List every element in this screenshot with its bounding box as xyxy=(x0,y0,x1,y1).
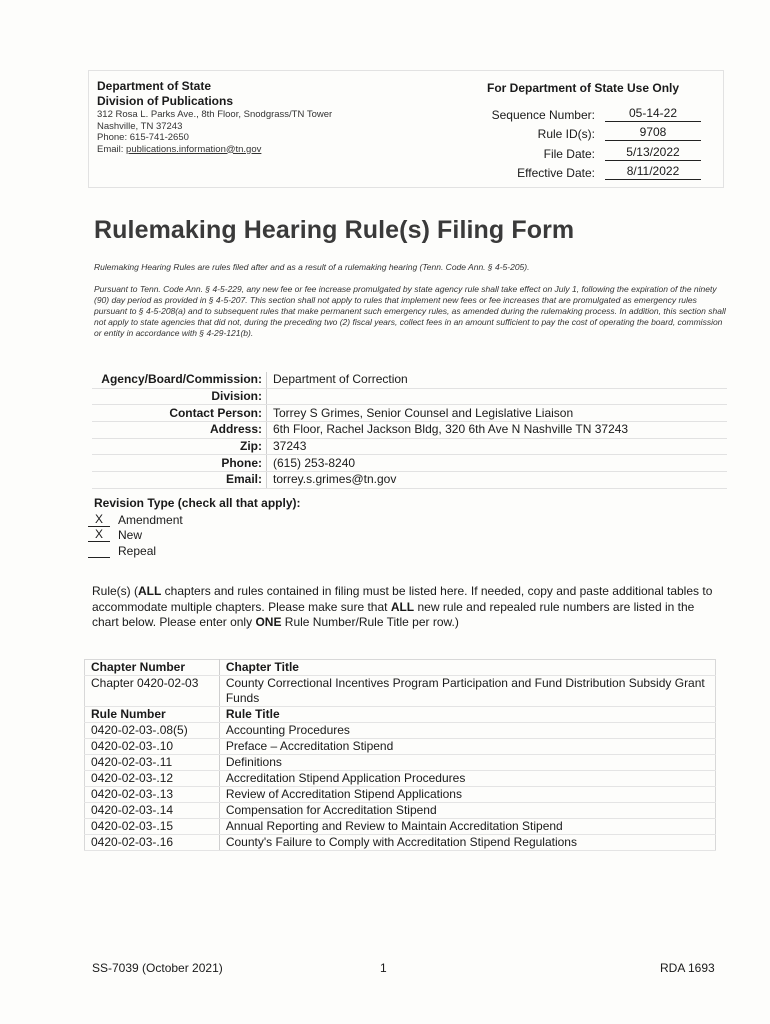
revision-repeal xyxy=(88,542,183,558)
address-value: 6th Floor, Rachel Jackson Bldg, 320 6th Ave N Nashville TN 37243 xyxy=(267,422,728,439)
department-email-line xyxy=(97,144,427,156)
revision-new-label: New xyxy=(118,528,143,542)
rules-note-text-1: Rule(s) ( xyxy=(92,584,139,598)
rule-number: 0420-02-03-.10 xyxy=(85,739,220,755)
chapter-row xyxy=(85,676,716,707)
division-name: Division of Publications xyxy=(97,94,234,108)
rule-title: Accreditation Stipend Application Procedures xyxy=(219,771,715,787)
agency-row xyxy=(92,372,727,388)
revision-amendment-mark: X xyxy=(88,512,110,527)
rules-note-text-2: chapters and rules contained in filing must be listed here. If needed, copy and paste additional tables to accommodate multiple chapters. Please make sure that xyxy=(92,584,713,614)
file-date-value: 5/13/2022 xyxy=(605,145,701,161)
revision-amendment xyxy=(88,511,183,527)
table-row xyxy=(85,787,716,803)
rules-note-bold-3: ONE xyxy=(255,615,282,629)
phone-value: (615) 253-8240 xyxy=(267,455,728,472)
zip-row xyxy=(92,438,727,455)
department-phone: Phone: 615-741-2650 xyxy=(97,132,189,143)
rule-title: Preface – Accreditation Stipend xyxy=(219,739,715,755)
rule-title: Definitions xyxy=(219,755,715,771)
email-label-cell: Email: xyxy=(92,472,267,489)
rules-table xyxy=(84,659,716,851)
state-use-only-block xyxy=(487,80,717,180)
division-value xyxy=(267,388,728,405)
sequence-number-row xyxy=(487,102,717,122)
rule-number: 0420-02-03-.14 xyxy=(85,803,220,819)
email-label: Email: xyxy=(97,143,127,155)
form-title: Rulemaking Hearing Rule(s) Filing Form xyxy=(94,216,575,244)
address-line-2: Nashville, TN 37243 xyxy=(97,120,183,132)
revision-new xyxy=(88,527,183,543)
rule-id-value: 9708 xyxy=(605,125,701,141)
table-row xyxy=(85,739,716,755)
effective-date-label: Effective Date: xyxy=(517,166,595,180)
rules-note-bold-1: ALL xyxy=(138,584,162,598)
table-row xyxy=(85,835,716,851)
table-row xyxy=(85,723,716,739)
revision-type-list xyxy=(88,511,183,558)
table-row xyxy=(85,819,716,835)
file-date-label: File Date: xyxy=(543,146,595,161)
address-label: Address: xyxy=(92,422,267,439)
revision-repeal-mark xyxy=(88,557,110,558)
chapter-number: Chapter 0420-02-03 xyxy=(85,676,220,707)
rule-title: Accounting Procedures xyxy=(219,723,715,739)
rule-header-row xyxy=(85,707,716,723)
header-box xyxy=(88,70,724,188)
division-row xyxy=(92,388,727,405)
agency-info-table xyxy=(92,372,727,489)
rule-number: 0420-02-03-.16 xyxy=(85,835,220,851)
rule-id-label: Rule ID(s): xyxy=(537,127,595,141)
sequence-number-value: 05-14-22 xyxy=(605,106,701,122)
footer-page-number: 1 xyxy=(380,961,387,975)
rule-number-header: Rule Number xyxy=(85,707,220,723)
state-use-only-title: For Department of State Use Only xyxy=(487,81,680,95)
chapter-title-header: Chapter Title xyxy=(219,660,715,676)
agency-value: Department of Correction xyxy=(267,372,728,388)
chapter-title: County Correctional Incentives Program Participation and Fund Distribution Subsidy Grant Funds xyxy=(219,676,715,707)
rule-number: 0420-02-03-.12 xyxy=(85,771,220,787)
rule-title: Compensation for Accreditation Stipend xyxy=(219,803,715,819)
rule-number: 0420-02-03-.15 xyxy=(85,819,220,835)
rules-note-text-3: new rule and repealed rule numbers are listed in the chart below. Please enter only xyxy=(92,599,695,629)
zip-label: Zip: xyxy=(92,438,267,455)
chapter-number-header: Chapter Number xyxy=(85,660,220,676)
email-value: torrey.s.grimes@tn.gov xyxy=(267,472,728,489)
email-row xyxy=(92,472,727,489)
revision-repeal-label: Repeal xyxy=(118,543,157,558)
footer-form-number: SS-7039 (October 2021) xyxy=(92,961,223,975)
chapter-header-row xyxy=(85,660,716,676)
table-row xyxy=(85,755,716,771)
rule-number: 0420-02-03-.11 xyxy=(85,755,220,771)
rule-title: Annual Reporting and Review to Maintain Accreditation Stipend xyxy=(219,819,715,835)
phone-label: Phone: xyxy=(92,455,267,472)
effective-date-value: 8/11/2022 xyxy=(605,164,701,180)
department-email-link[interactable]: publications.information@tn.gov xyxy=(126,143,262,155)
contact-person-value: Torrey S Grimes, Senior Counsel and Legislative Liaison xyxy=(267,405,728,422)
rule-title: Review of Accreditation Stipend Applications xyxy=(219,787,715,803)
department-name: Department of State xyxy=(97,79,212,93)
rules-note-text-4: Rule Number/Rule Title per row.) xyxy=(281,615,459,629)
table-row xyxy=(85,803,716,819)
file-date-row xyxy=(487,141,717,161)
pursuant-paragraph: Pursuant to Tenn. Code Ann. § 4-5-229, any new fee or fee increase promulgated by state agency rule shall take effect on July 1, following the expiration of the ninety (90) day period as provided in § 4-5-207. This section shall not apply to rules that implement new fees or fee increases that are promulgated as emergency rules pursuant to § 4-5-208(a) and to subsequent rules that make permanent such emergency rules, as amended during the rulemaking process. In addition, this section shall not apply to state agencies that did not, during the preceding two (2) fiscal years, collect fees in an amount sufficient to pay the cost of operating the board, commission or entity in accordance with § 4-29-121(b). xyxy=(94,284,726,338)
rule-number: 0420-02-03-.13 xyxy=(85,787,220,803)
contact-person-label: Contact Person: xyxy=(92,405,267,422)
department-block xyxy=(97,79,427,155)
division-label: Division: xyxy=(92,388,267,405)
rule-title-header: Rule Title xyxy=(219,707,715,723)
address-row xyxy=(92,422,727,439)
phone-row xyxy=(92,455,727,472)
rule-id-row xyxy=(487,122,717,142)
footer-rda: RDA 1693 xyxy=(660,961,715,975)
table-row xyxy=(85,771,716,787)
revision-type-title: Revision Type (check all that apply): xyxy=(94,496,301,510)
revision-new-mark: X xyxy=(88,527,110,542)
form-subtitle: Rulemaking Hearing Rules are rules filed after and as a result of a rulemaking hearing (Tenn. Code Ann. § 4-5-205). xyxy=(94,262,530,272)
rule-title: County's Failure to Comply with Accreditation Stipend Regulations xyxy=(219,835,715,851)
rule-number: 0420-02-03-.08(5) xyxy=(85,723,220,739)
zip-value: 37243 xyxy=(267,438,728,455)
effective-date-row xyxy=(487,161,717,181)
address-line-1: 312 Rosa L. Parks Ave., 8th Floor, Snodgrass/TN Tower xyxy=(97,109,333,120)
rules-note-bold-2: ALL xyxy=(390,599,415,614)
sequence-number-label: Sequence Number: xyxy=(491,107,595,122)
rules-instructions xyxy=(92,584,722,631)
contact-person-row xyxy=(92,405,727,422)
agency-label: Agency/Board/Commission: xyxy=(92,372,267,388)
revision-amendment-label: Amendment xyxy=(118,512,183,527)
